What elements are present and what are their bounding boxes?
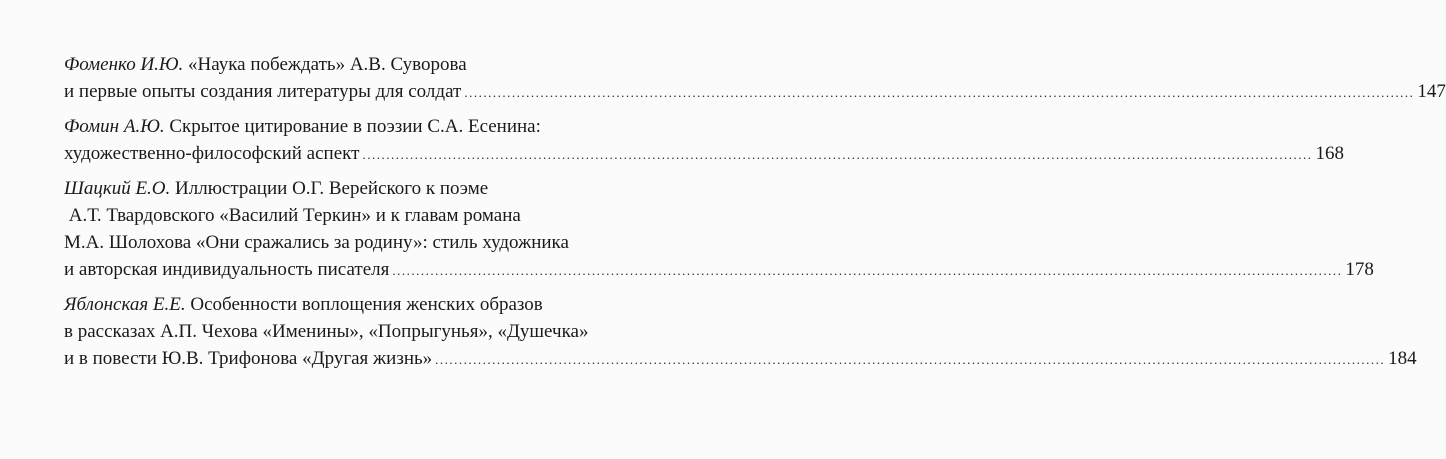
entry-title-line: Скрытое цитирование в поэзии С.А. Есенина:	[169, 116, 541, 137]
leader-dots: ........................................................................................................................................................................................................	[362, 147, 1313, 162]
entry-title-line: и первые опыты создания литературы для солдат	[64, 81, 462, 102]
entry-author: Яблонская Е.Е.	[64, 294, 186, 315]
entry-line	[64, 113, 624, 140]
entry-last-line	[64, 140, 1344, 167]
entry-line	[64, 291, 624, 318]
page-number: 168	[1315, 143, 1344, 164]
entry-title-line: художественно-философский аспект	[64, 143, 360, 164]
leader-dots: ........................................................................................................................................................................................................	[435, 352, 1386, 367]
entry-last-line	[64, 256, 1374, 283]
entry-line	[64, 175, 624, 202]
entry-last-line	[64, 78, 1446, 105]
entry-title-line: «Наука побеждать» А.В. Суворова	[188, 54, 467, 75]
entry-title-line: Особенности воплощения женских образов	[190, 294, 543, 315]
toc-entry	[64, 175, 1374, 283]
entry-author: Фоменко И.Ю.	[64, 54, 184, 75]
page-number: 178	[1345, 259, 1374, 280]
table-of-contents	[64, 51, 1446, 380]
entry-last-line	[64, 345, 1417, 372]
toc-entry	[64, 51, 1446, 105]
entry-author: Шацкий Е.О.	[64, 178, 171, 199]
entry-line: в рассказах А.П. Чехова «Именины», «Попрыгунья», «Душечка»	[64, 321, 589, 342]
toc-entry	[64, 113, 1344, 167]
entry-title-line: Иллюстрации О.Г. Верейского к поэме	[175, 178, 489, 199]
page-number: 147	[1417, 81, 1446, 102]
entry-title-line: и авторская индивидуальность писателя	[64, 259, 390, 280]
leader-dots: ........................................................................................................................................................................................................	[464, 85, 1415, 100]
page-number: 184	[1388, 348, 1417, 369]
entry-line: А.Т. Твардовского «Василий Теркин» и к главам романа	[64, 205, 521, 226]
entry-title-line: и в повести Ю.В. Трифонова «Другая жизнь»	[64, 348, 433, 369]
entry-line: М.А. Шолохова «Они сражались за родину»: стиль художника	[64, 232, 569, 253]
leader-dots: ........................................................................................................................................................................................................	[392, 263, 1343, 278]
entry-author: Фомин А.Ю.	[64, 116, 165, 137]
toc-entry	[64, 291, 1417, 372]
entry-line	[64, 51, 624, 78]
